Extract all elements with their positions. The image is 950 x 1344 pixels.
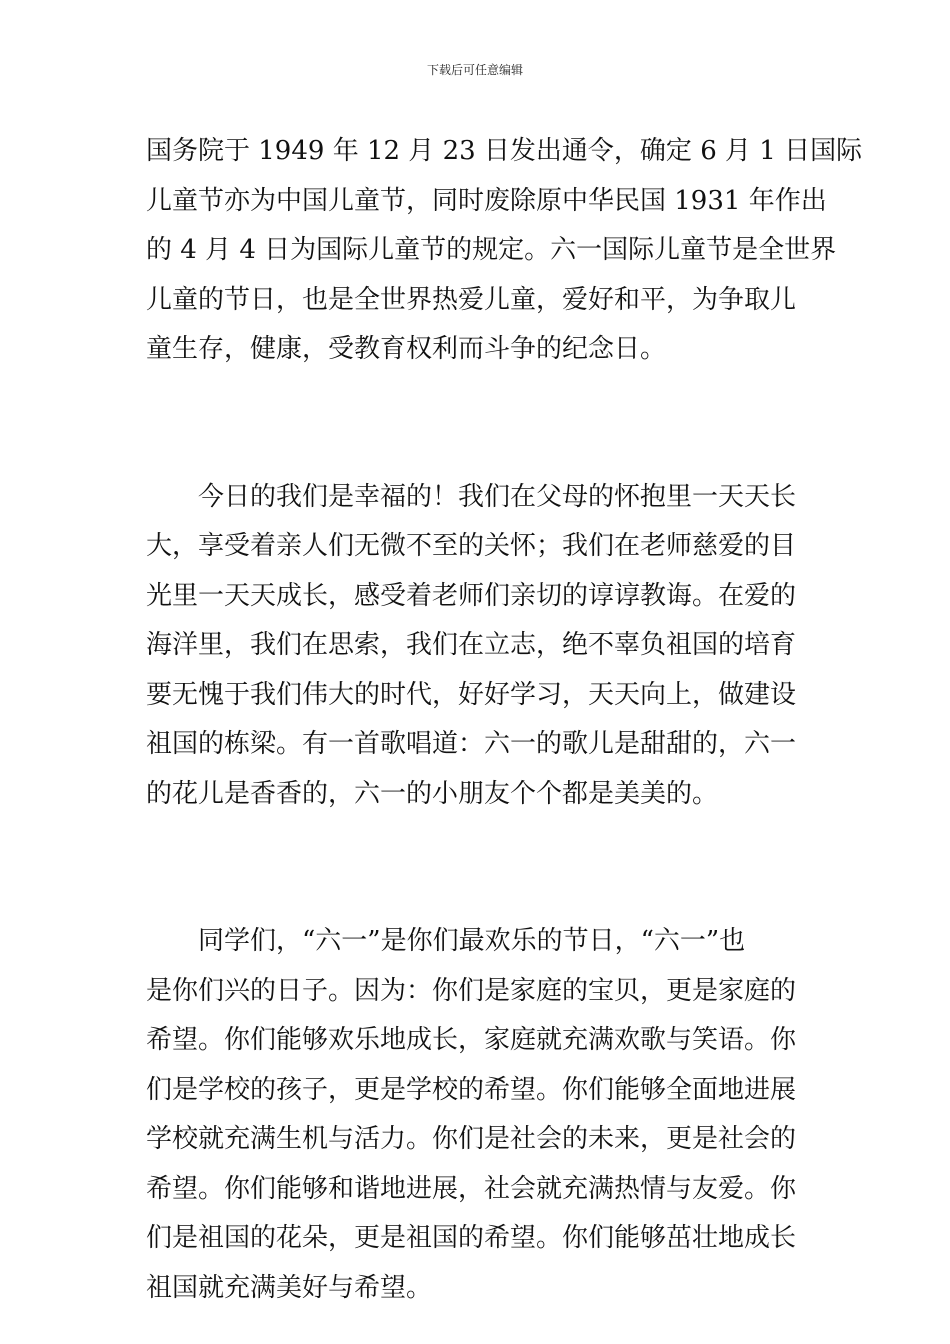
paragraph-line: 国务院于 1949 年 12 月 23 日发出通令，确定 6 月 1 日国际: [146, 136, 863, 166]
paragraph-line: 海洋里，我们在思索，我们在立志，绝不辜负祖国的培育: [146, 630, 797, 660]
paragraph-line: 童生存，健康，受教育权利而斗争的纪念日。: [146, 334, 667, 364]
paragraph-line: 同学们，“六一”是你们最欢乐的节日，“六一”也: [198, 926, 746, 956]
document-body: [146, 127, 863, 1313]
paragraph-line: 祖国就充满美好与希望。: [146, 1272, 433, 1303]
paragraph-1: [146, 127, 863, 375]
paragraph-line: 祖国的栋梁。有一首歌唱道：六一的歌儿是甜甜的，六一: [146, 729, 797, 759]
paragraph-line: 光里一天天成长，感受着老师们亲切的谆谆教诲。在爱的: [146, 580, 797, 611]
paragraph-line: 希望。你们能够欢乐地成长，家庭就充满欢歌与笑语。你: [146, 1025, 797, 1055]
paragraph-line: 要无愧于我们伟大的时代，好好学习，天天向上，做建设: [146, 679, 797, 710]
paragraph-line: 的花儿是香香的，六一的小朋友个个都是美美的。: [146, 778, 719, 809]
paragraph-line: 大，享受着亲人们无微不至的关怀；我们在老师慈爱的目: [146, 531, 797, 561]
paragraph-3: [146, 917, 808, 1313]
paragraph-line: 儿童节亦为中国儿童节，同时废除原中华民国 1931 年作出: [146, 185, 827, 216]
paragraph-line: 学校就充满生机与活力。你们是社会的未来，更是社会的: [146, 1124, 797, 1154]
paragraph-line: 今日的我们是幸福的！我们在父母的怀抱里一天天长: [198, 481, 797, 512]
paragraph-line: 希望。你们能够和谐地进展，社会就充满热情与友爱。你: [146, 1173, 797, 1204]
paragraph-line: 儿童的节日，也是全世界热爱儿童，爱好和平，为争取儿: [146, 284, 797, 315]
paragraph-spacer: [146, 819, 808, 917]
page-header: 下载后可任意编辑: [426, 63, 523, 77]
paragraph-spacer: [146, 375, 808, 473]
paragraph-line: 们是祖国的花朵，更是祖国的希望。你们能够茁壮地成长: [146, 1223, 797, 1253]
paragraph-line: 是你们兴的日子。因为：你们是家庭的宝贝，更是家庭的: [146, 975, 797, 1006]
paragraph-2: [146, 473, 808, 820]
paragraph-line: 的 4 月 4 日为国际儿童节的规定。六一国际儿童节是全世界: [146, 235, 837, 265]
paragraph-line: 们是学校的孩子，更是学校的希望。你们能够全面地进展: [146, 1074, 797, 1105]
